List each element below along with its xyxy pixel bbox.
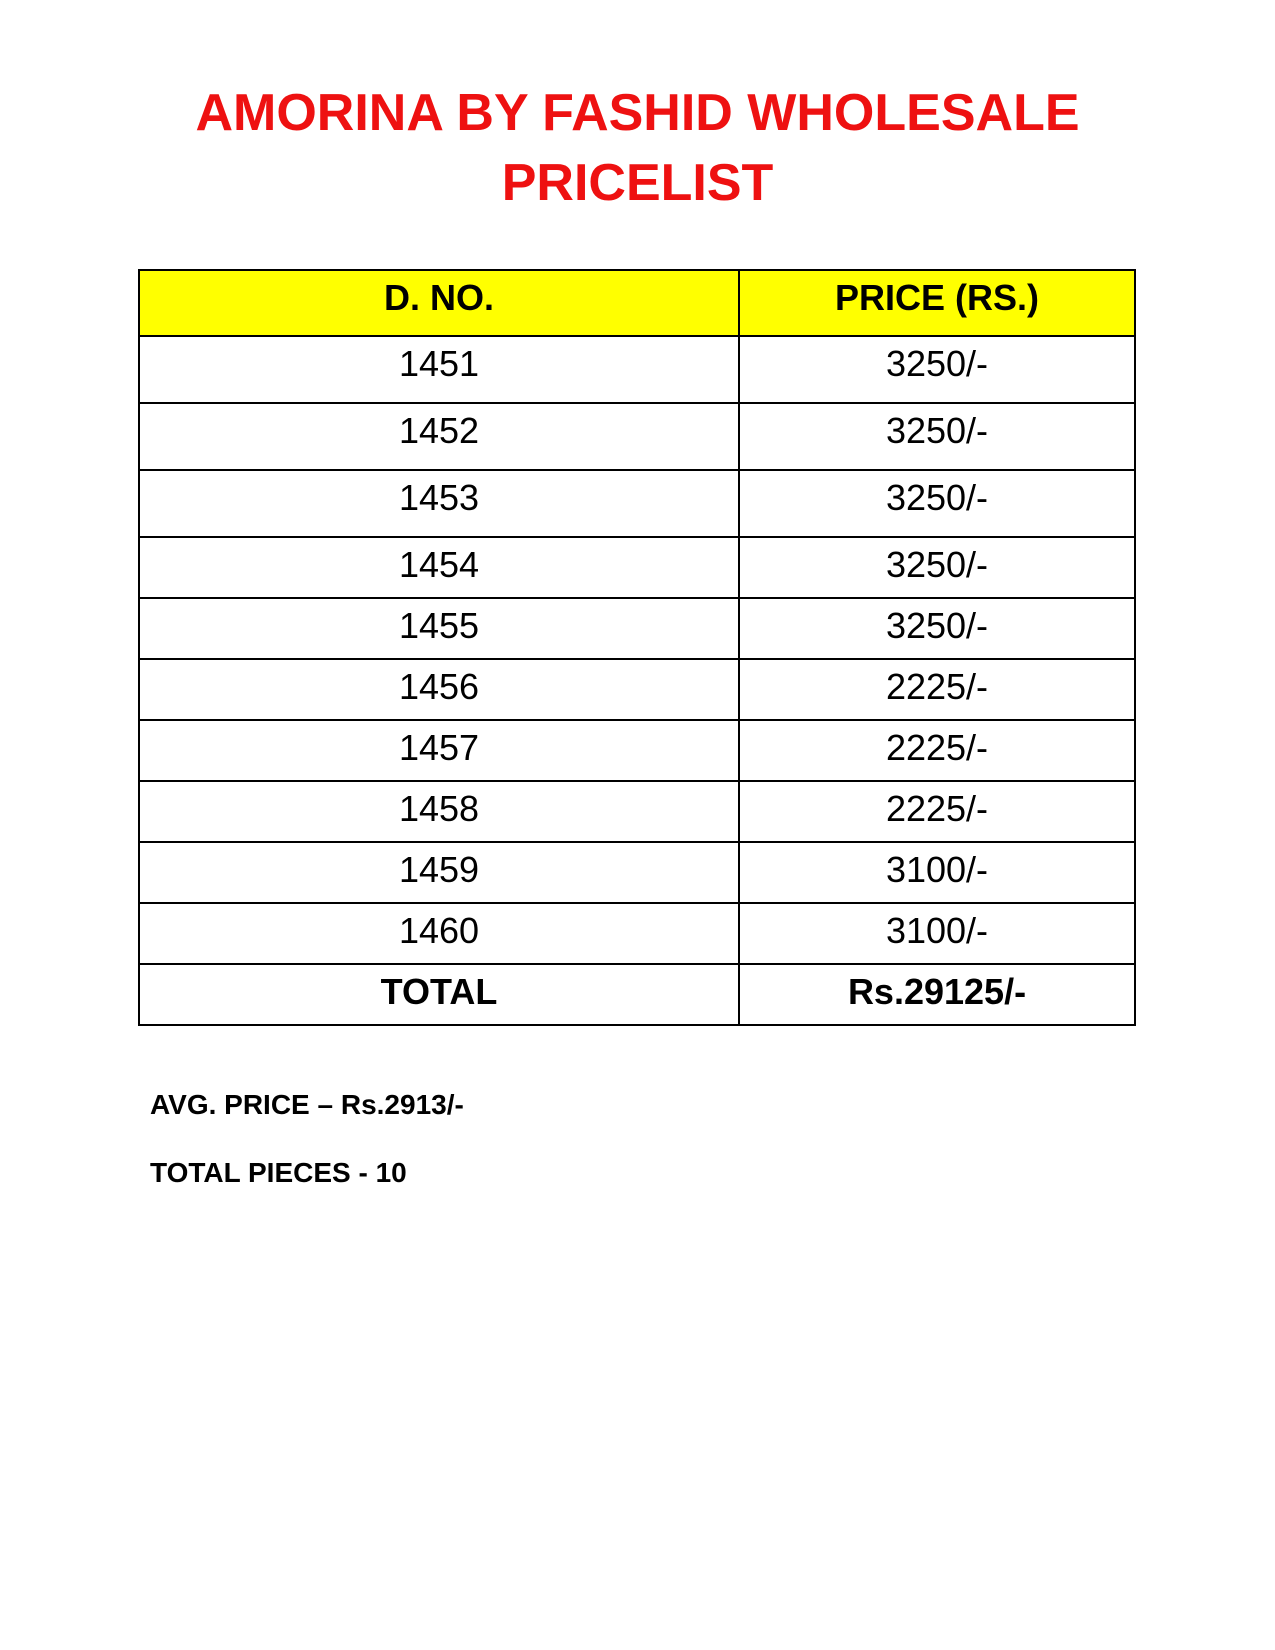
total-value: Rs.29125/- (739, 964, 1135, 1025)
design-no-cell: 1454 (139, 537, 739, 598)
price-cell: 2225/- (739, 659, 1135, 720)
table-header-row (139, 270, 1135, 336)
price-cell: 3250/- (739, 403, 1135, 470)
total-row (139, 964, 1135, 1025)
table-row (139, 403, 1135, 470)
design-no-cell: 1455 (139, 598, 739, 659)
total-label: TOTAL (139, 964, 739, 1025)
table-row (139, 598, 1135, 659)
page-title (0, 78, 1275, 218)
page-title-line-1: AMORINA BY FASHID WHOLESALE (195, 84, 1080, 142)
column-header-design-no: D. NO. (139, 270, 739, 336)
price-cell: 3250/- (739, 598, 1135, 659)
table-row (139, 842, 1135, 903)
design-no-cell: 1456 (139, 659, 739, 720)
table-row (139, 781, 1135, 842)
design-no-cell: 1458 (139, 781, 739, 842)
table-row (139, 903, 1135, 964)
price-cell: 2225/- (739, 781, 1135, 842)
average-price: AVG. PRICE – Rs.2913/- (150, 1089, 464, 1120)
price-cell: 3250/- (739, 336, 1135, 403)
table-row (139, 720, 1135, 781)
price-cell: 3250/- (739, 470, 1135, 537)
design-no-cell: 1460 (139, 903, 739, 964)
design-no-cell: 1459 (139, 842, 739, 903)
total-pieces: TOTAL PIECES - 10 (150, 1157, 407, 1188)
price-cell: 3250/- (739, 537, 1135, 598)
page-title-line-2: PRICELIST (501, 154, 774, 212)
table-row (139, 659, 1135, 720)
price-cell: 2225/- (739, 720, 1135, 781)
price-table (138, 269, 1136, 1026)
price-cell: 3100/- (739, 842, 1135, 903)
design-no-cell: 1457 (139, 720, 739, 781)
design-no-cell: 1453 (139, 470, 739, 537)
table-row (139, 537, 1135, 598)
design-no-cell: 1451 (139, 336, 739, 403)
table-row (139, 336, 1135, 403)
table-row (139, 470, 1135, 537)
price-cell: 3100/- (739, 903, 1135, 964)
column-header-price: PRICE (RS.) (739, 270, 1135, 336)
design-no-cell: 1452 (139, 403, 739, 470)
